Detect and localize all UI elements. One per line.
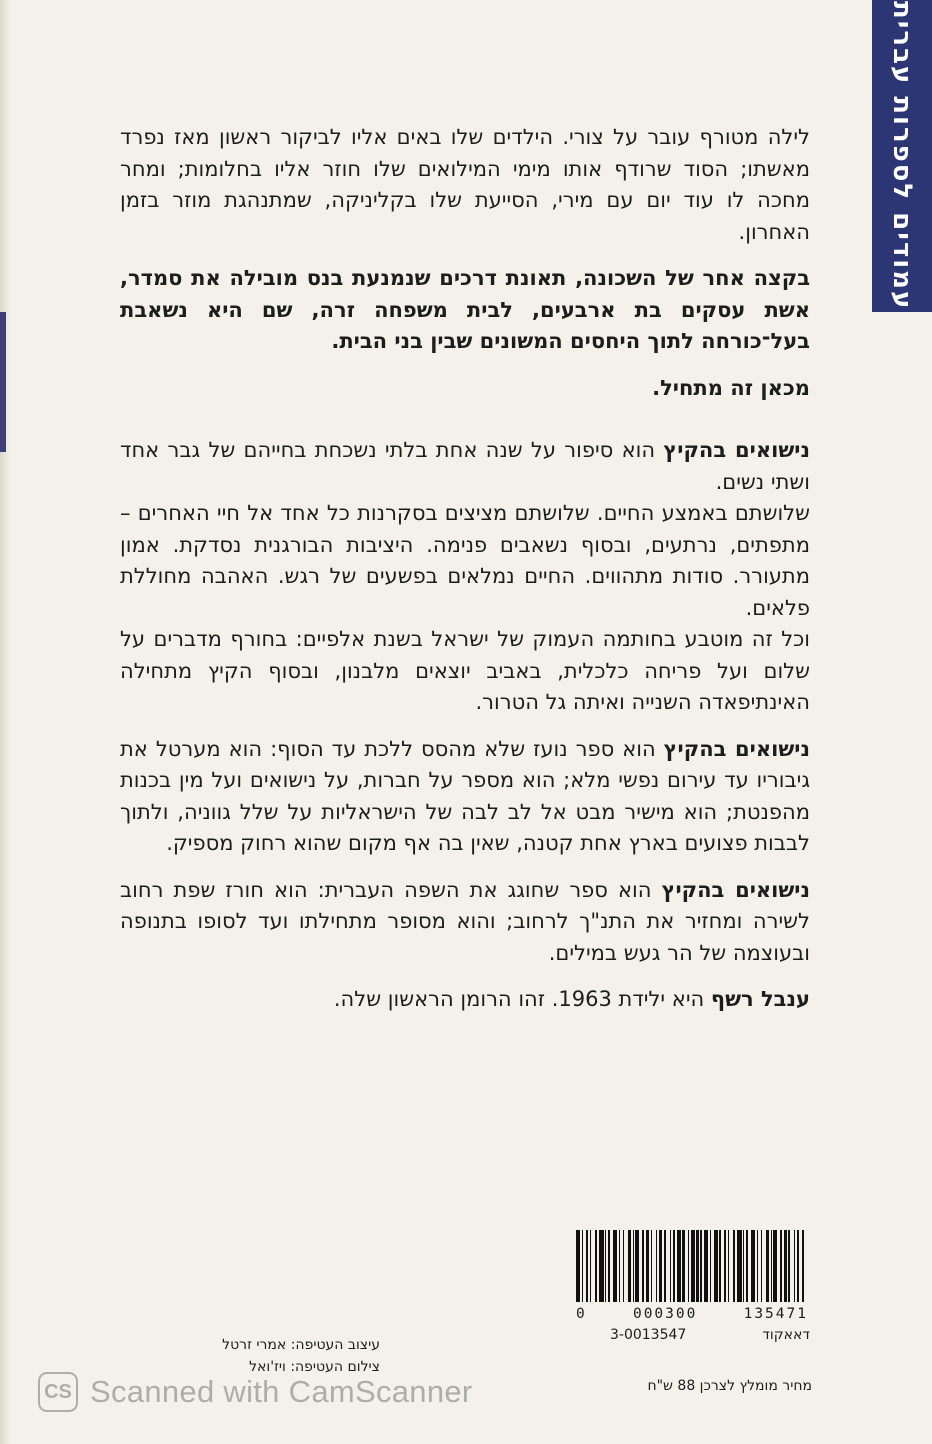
back-cover-text: [120, 122, 810, 1031]
paragraph-8-text: הוא ספר שחוגג את השפה העברית: הוא חורז שפת רחוב לשירה ומחזיר את התנ"ך לרחוב; והוא מסופר מתחילתו ועד לסופו בתנופה ובעוצמה של הר געש במילים.: [120, 877, 810, 965]
barcode-digit-group: 000300: [632, 1306, 698, 1322]
paragraph-8: [120, 875, 810, 970]
paragraph-4-text: הוא סיפור על שנה אחת בלתי נשכחת בחייהם של גבר אחד ושתי נשים.: [120, 438, 810, 494]
camscanner-watermark: [38, 1371, 473, 1413]
cover-edge-mark: [0, 312, 6, 452]
barcode-space: [804, 1230, 808, 1302]
book-title: נישואים בהקיץ: [663, 438, 810, 462]
paragraph-1: לילה מטורף עובר על צורי. הילדים שלו באים אליו לביקור ראשון מאז נפרד מאשתו; הסוד שרודף אותו מימי המילואים שלו חוזר אליו בחלומות; ומחר מחכה לו עוד יום עם מירי, הסייעת שלו בקליניקה, שמתנהגת מוזר בזמן האחרון.: [120, 125, 810, 244]
watermark-text: Scanned with CamScanner: [90, 1374, 473, 1409]
paragraph-4: [120, 435, 810, 498]
barcode-digit-group: 135471: [743, 1306, 808, 1322]
barcode-block: [576, 1230, 808, 1322]
barcode-publisher: דאאקוד: [762, 1327, 810, 1343]
paragraph-7: [120, 734, 810, 860]
cover-design-credit: עיצוב העטיפה: אמרי זרטל: [222, 1337, 380, 1353]
paragraph-6: וכל זה מוטבע בחותמה העמוק של ישראל בשנת אלפיים: בחורף מדברים על שלום ועל פריחה כלכלית, באביב יוצאים מלבנון, ובסוף הקיץ מתחילה האינתיפאדה השנייה ואיתה גל הטרור.: [120, 627, 810, 714]
paragraph-7-text: הוא ספר נועז שלא מהסס ללכת עד הסוף: הוא מערטל את גיבוריו עד עירום נפשי מלא; הוא מספר על חברות, על נישואים ועל מין בכנות מהפנטת; הוא מישיר מבט אל לב לבה של הישראליות על שלל גווניה, ולתוך לבבות פצועים בארץ אחת קטנה, שאין בה אף מקום שהוא רחוק מספיק.: [120, 736, 810, 855]
author-name: ענבל רשף: [710, 987, 810, 1011]
barcode-digits: [576, 1306, 808, 1322]
series-name: עמודים לספרות עברית: [887, 1, 917, 311]
paragraph-9-text: היא ילידת 1963. זהו הרומן הראשון שלה.: [333, 987, 711, 1011]
cover-photo-credit: צילום העטיפה: ויז'ואל: [249, 1359, 380, 1375]
camscanner-logo-icon: CS: [38, 1372, 78, 1412]
page-edge-shadow: [0, 0, 10, 1444]
paragraph-2: בקצה אחר של השכונה, תאונת דרכים שנמנעת בנס מובילה את סמדר, אשת עסקים בת ארבעים, לבית משפחה זרה, שם היא נשאבת בעל־כורחה לתוך היחסים המשונים שבין בני הבית.: [120, 266, 810, 353]
barcode: [576, 1230, 808, 1302]
paragraph-5: שלושתם באמצע החיים. שלושתם מציצים בסקרנות כל אחד אל חיי האחרים – מתפתים, נרתעים, ובסוף נשאבים פנימה. היציבות הבורגנית נסדקת. אמון מתעורר. סודות מתהווים. החיים נמלאים בפשעים של רגש. האהבה מחוללת פלאים.: [120, 501, 810, 620]
paragraph-3: מכאן זה מתחיל.: [652, 375, 810, 400]
barcode-digit-group: 0: [576, 1306, 587, 1322]
recommended-price: מחיר מומלץ לצרכן 88 ש"ח: [647, 1378, 812, 1394]
barcode-info: [610, 1325, 810, 1345]
book-title: נישואים בהקיץ: [663, 736, 810, 761]
barcode-code: 3-0013547: [610, 1327, 687, 1343]
series-spine-label: [872, 0, 932, 312]
book-title: נישואים בהקיץ: [661, 877, 810, 902]
paragraph-9: [120, 984, 810, 1016]
